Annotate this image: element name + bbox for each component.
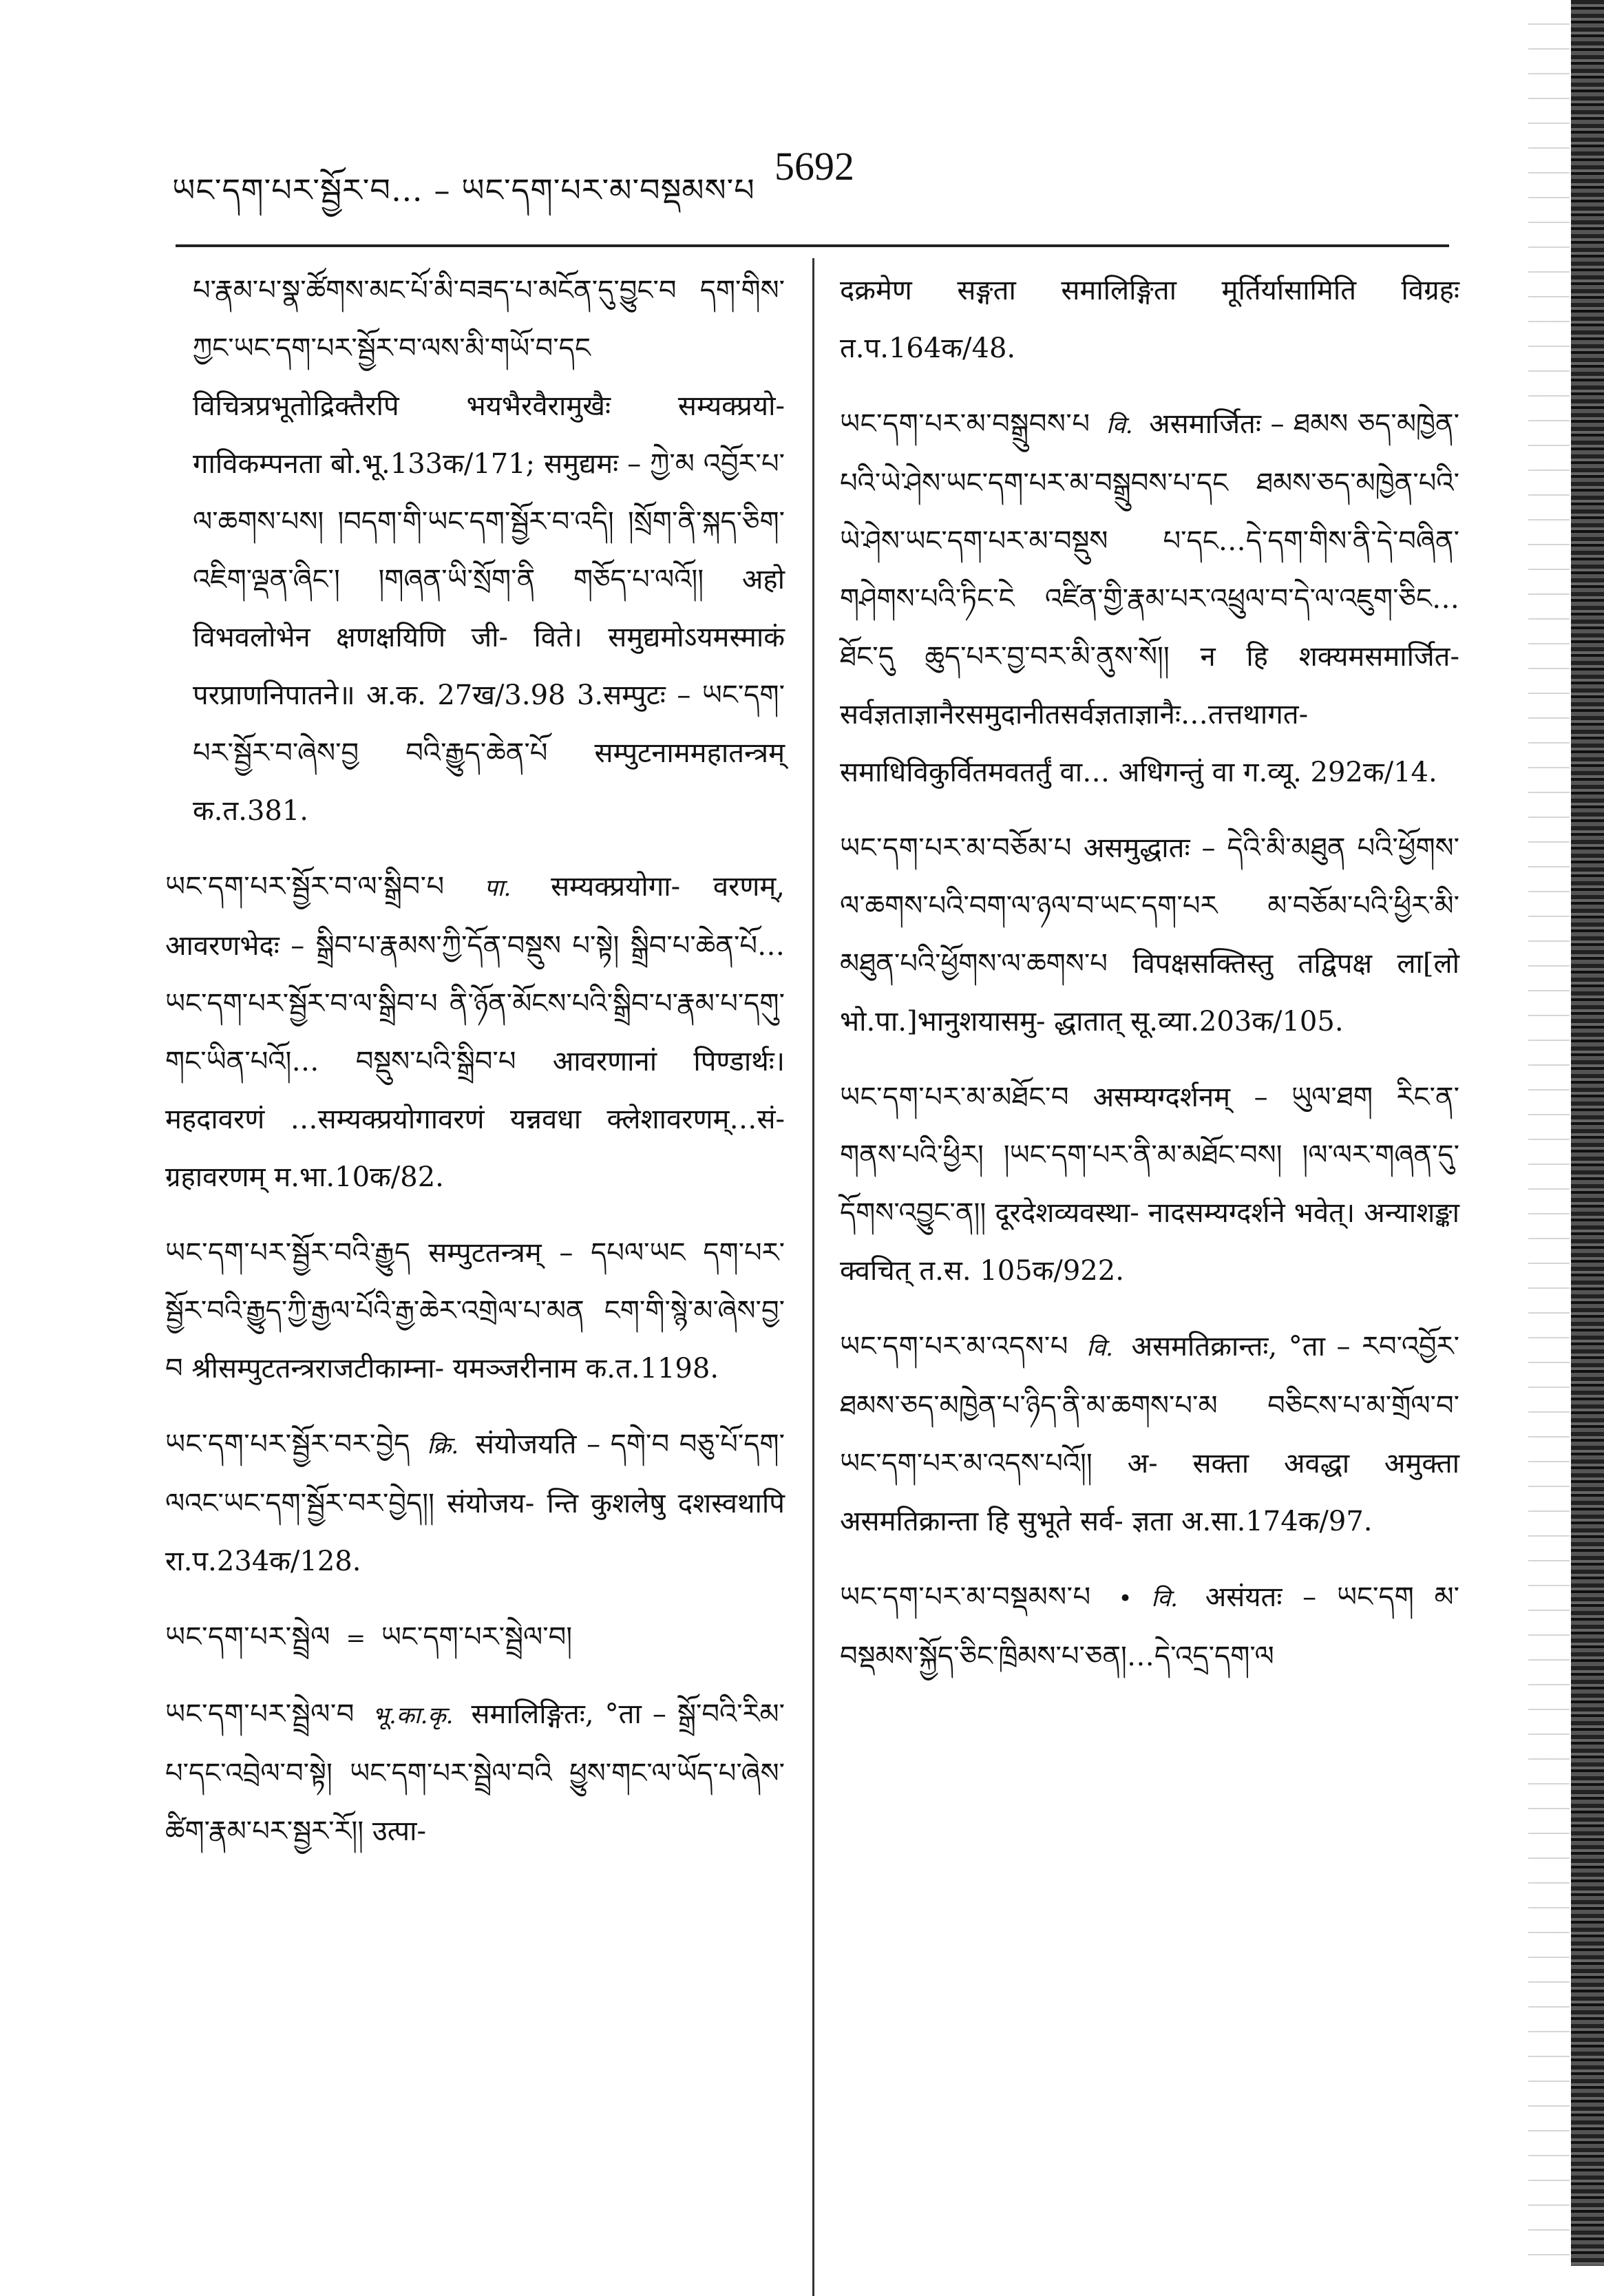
entry-headword: ཡང་དག་པར་སྦྱོར་བར་བྱེད [165,1429,410,1460]
dictionary-entry [165,262,785,840]
entry-headword: ཡང་དག་པར་མ་མཐོང་བ [840,1082,1069,1113]
entry-text: असमुद्धातः – དེའི་མི་མཐུན པའི་ཕྱོགས་ལ་ཆགས་པའི་བག་ལ་ཉལ་བ་ཡང་དག་པར མ་བཅོམ་པའི་ཕྱིར་མི་མཐུན་པའི་ཕྱོགས་ལ་ཆགས་པ विपक्षसक्तिस्तु तद्विपक्ष ला[लो भो.पा.]भानुशयासमु- द्धातात् सू.व्या.203क/105. [840,832,1460,1038]
dictionary-entry [165,1415,785,1590]
entry-headword: ཡང་དག་པར་མ་བསྡམས་པ [840,1581,1091,1613]
dictionary-entry [840,1068,1459,1300]
dictionary-entry [840,819,1459,1051]
right-column [840,262,1459,1703]
entry-headword: ཡང་དག་པར་སྦྱོར་བའི་རྒྱུད [165,1237,411,1269]
dictionary-entry [165,1224,785,1398]
entry-headword: ཡང་དག་པར་མ་བསྒྲུབས་པ [840,408,1090,440]
entry-headword: ཡང་དག་པར་མ་བཅོམ་པ [840,832,1072,864]
entry-text: दक्रमेण सङ्गता समालिङ्गिता मूर्तिर्यासामिति विग्रहः त.प.164क/48. [840,275,1459,364]
entry-headword: ཡང་དག་པར་སྦྲེལ་བ [165,1698,355,1730]
header-rule [176,244,1449,247]
left-column [165,262,785,1878]
page-number: 5692 [774,144,854,189]
entry-grammar: भू.का.कृ. [372,1702,454,1729]
entry-headword: ཡང་དག་པར་མ་འདས་པ [840,1331,1068,1362]
dictionary-entry [840,395,1459,801]
entry-text: संयोजयति – དགེ་བ བཅུ་པོ་དག་ལའང་ཡང་དག་སྦྱོར་བར་བྱེད།། संयोजय- न्ति कुशलेषु दशस्वथापि रा.प.234क/128. [165,1429,785,1577]
entry-text: समालिङ्गितः, °ता – སྒྲོ་བའི་རིམ་པ་དང་འབྲེལ་བ་སྟེ། ཡང་དག་པར་སྦྲེལ་བའི ཕྱུས་གང་ལ་ཡོད་པ་ཞེས་ཚིག་རྣམ་པར་སྦྱར་རོ།། उत्पा- [165,1698,785,1847]
dictionary-entry [165,858,785,1206]
dictionary-entry [840,262,1459,377]
entry-headword: ཡང་དག་པར་སྦྲེལ [165,1621,330,1653]
entry-text: असम्यग्दर्शनम् – ཡུལ་ཐག རིང་ན་གནས་པའི་ཕྱིར། །ཡང་དག་པར་ནི་མ་མཐོང་བས། །ལ་ལར་གཞན་དུ་དོགས་འབྱུང་ན།། दूरदेशव्यवस्था- नादसम्यग्दर्शने भवेत्। अन्याशङ्का क्वचित् त.स. 105क/922. [840,1082,1460,1287]
entry-text: सम्यक्प्रयोगा- वरणम्, आवरणभेदः – སྒྲིབ་པ་རྣམས་ཀྱི་དོན་བསྡུས པ་སྟེ། སྒྲིབ་པ་ཆེན་པོ…ཡང་དག་པར་སྦྱོར་བ་ལ་སྒྲིབ་པ ནི་ཉོན་མོངས་པའི་སྒྲིབ་པ་རྣམ་པ་དགུ་གང་ཡིན་པའོ།… བསྡུས་པའི་སྒྲིབ་པ आवरणानां पिण्डार्थः। महदावरणं …सम्यक्प्रयोगावरणं यन्नवधा क्लेशावरणम्…सं- ग्रहावरणम् म.भा.10क/82. [165,871,785,1193]
column-divider [812,258,814,2296]
entry-headword: ཡང་དག་པར་སྦྱོར་བ་ལ་སྒྲིབ་པ [165,871,445,903]
page-header [172,143,1446,209]
entry-text: པ་རྣམ་པ་སྣ་ཚོགས་མང་པོ་མི་བཟད་པ་མངོན་དུ་བྱུང་བ དག་གིས་ཀྱང་ཡང་དག་པར་སྦྱོར་བ་ལས་མི་གཡོ་བ་དང विचित्रप्रभूतोद्रिक्तैरपि भयभैरवैरामुखैः सम्यक्प्रयो- गाविकम्पनता बो.भू.133क/171; समुद्यमः – ཀྱེ་མ འབྱོར་པ་ལ་ཆགས་པས། །བདག་གི་ཡང་དག་སྦྱོར་བ་འདི། །སྲོག་ནི་སྐད་ཅིག་འཇིག་ལྡན་ཞིང་། །གཞན་ཡི་སྲོག་ནི གཅོད་པ་ལའོ།། अहो विभवलोभेन क्षणक्षयिणि जी- विते। समुद्यमोऽयमस्माकं परप्राणनिपातने॥ अ.क. 27ख/3.98 3.सम्पुटः – ཡང་དག་པར་སྦྱོར་བ་ཞེས་བྱ བའི་རྒྱུད་ཆེན་པོ सम्पुटनाममहातन्त्रम् क.त.381. [193,275,785,827]
scan-edge-shadow [1571,0,1604,2266]
entry-grammar: वि. [1086,1334,1113,1362]
dictionary-entry [165,1685,785,1860]
entry-text: असमतिक्रान्तः, °ता – རབ་འབྱོར་ཐམས་ཅད་མཁྱེན་པ་ཉིད་ནི་མ་ཆགས་པ་མ བཅིངས་པ་མ་གྲོལ་བ་ཡང་དག་པར་མ་འདས་པའོ།། अ- सक्ता अवद्धा अमुक्ता असमतिक्रान्ता हि सुभूते सर्व- ज्ञता अ.सा.174क/97. [840,1331,1459,1537]
dictionary-entry [840,1568,1459,1685]
entry-text: ཡང་དག་པར་སྦྲེལ་བ། [381,1621,573,1653]
entry-grammar: = [346,1625,366,1652]
entry-grammar: पा. [484,874,511,902]
entry-text: असंयतः – ཡང་དག མ་བསྡམས་སྐྱོད་ཅིང་ཁྲིམས་པ་ཅན།…དེ་འདྲ་དག་ལ [840,1581,1460,1672]
entry-text: सम्पुटतन्त्रम् – དཔལ་ཡང དག་པར་སྦྱོར་བའི་རྒྱུད་ཀྱི་རྒྱལ་པོའི་རྒྱ་ཆེར་འགྲེལ་པ་མན ངག་གི་སྙེ་མ་ཞེས་བྱ་བ श्रीसम्पुटतन्त्रराजटीकाम्ना- यमञ्जरीनाम क.त.1198. [165,1237,785,1384]
dictionary-entry [840,1318,1459,1550]
running-title: ཡང་དག་པར་སྦྱོར་བ… – ཡང་དག་པར་མ་བསྡམས་པ [172,171,755,209]
entry-grammar: वि. [1106,412,1133,439]
scan-noise [1528,0,1570,2266]
dictionary-entry [165,1608,785,1667]
entry-grammar: क्रि. [427,1432,459,1460]
entry-grammar: • वि. [1118,1585,1178,1612]
entry-text: असमार्जितः – ཐམས ཅད་མཁྱེན་པའི་ཡེ་ཤེས་ཡང་དག་པར་མ་བསྒྲུབས་པ་དང ཐམས་ཅད་མཁྱེན་པའི་ཡེ་ཤེས་ཡང་དག་པར་མ་བསྡུས པ་དང…དེ་དག་གིས་ནི་དེ་བཞིན་གཤེགས་པའི་ཏིང་ངེ འཛིན་གྱི་རྣམ་པར་འཕྲུལ་བ་དེ་ལ་འཇུག་ཅིང…ཐོང་དུ ཆུད་པར་བྱ་བར་མི་ནུས་སོ།། न हि शक्यमसमार्जित- सर्वज्ञताज्ञानैरसमुदानीतसर्वज्ञताज्ञानैः…तत्तथागत- समाधिविकुर्वितमवतर्तुं वा… अधिगन्तुं वा ग.व्यू. 292क/14. [840,408,1459,788]
